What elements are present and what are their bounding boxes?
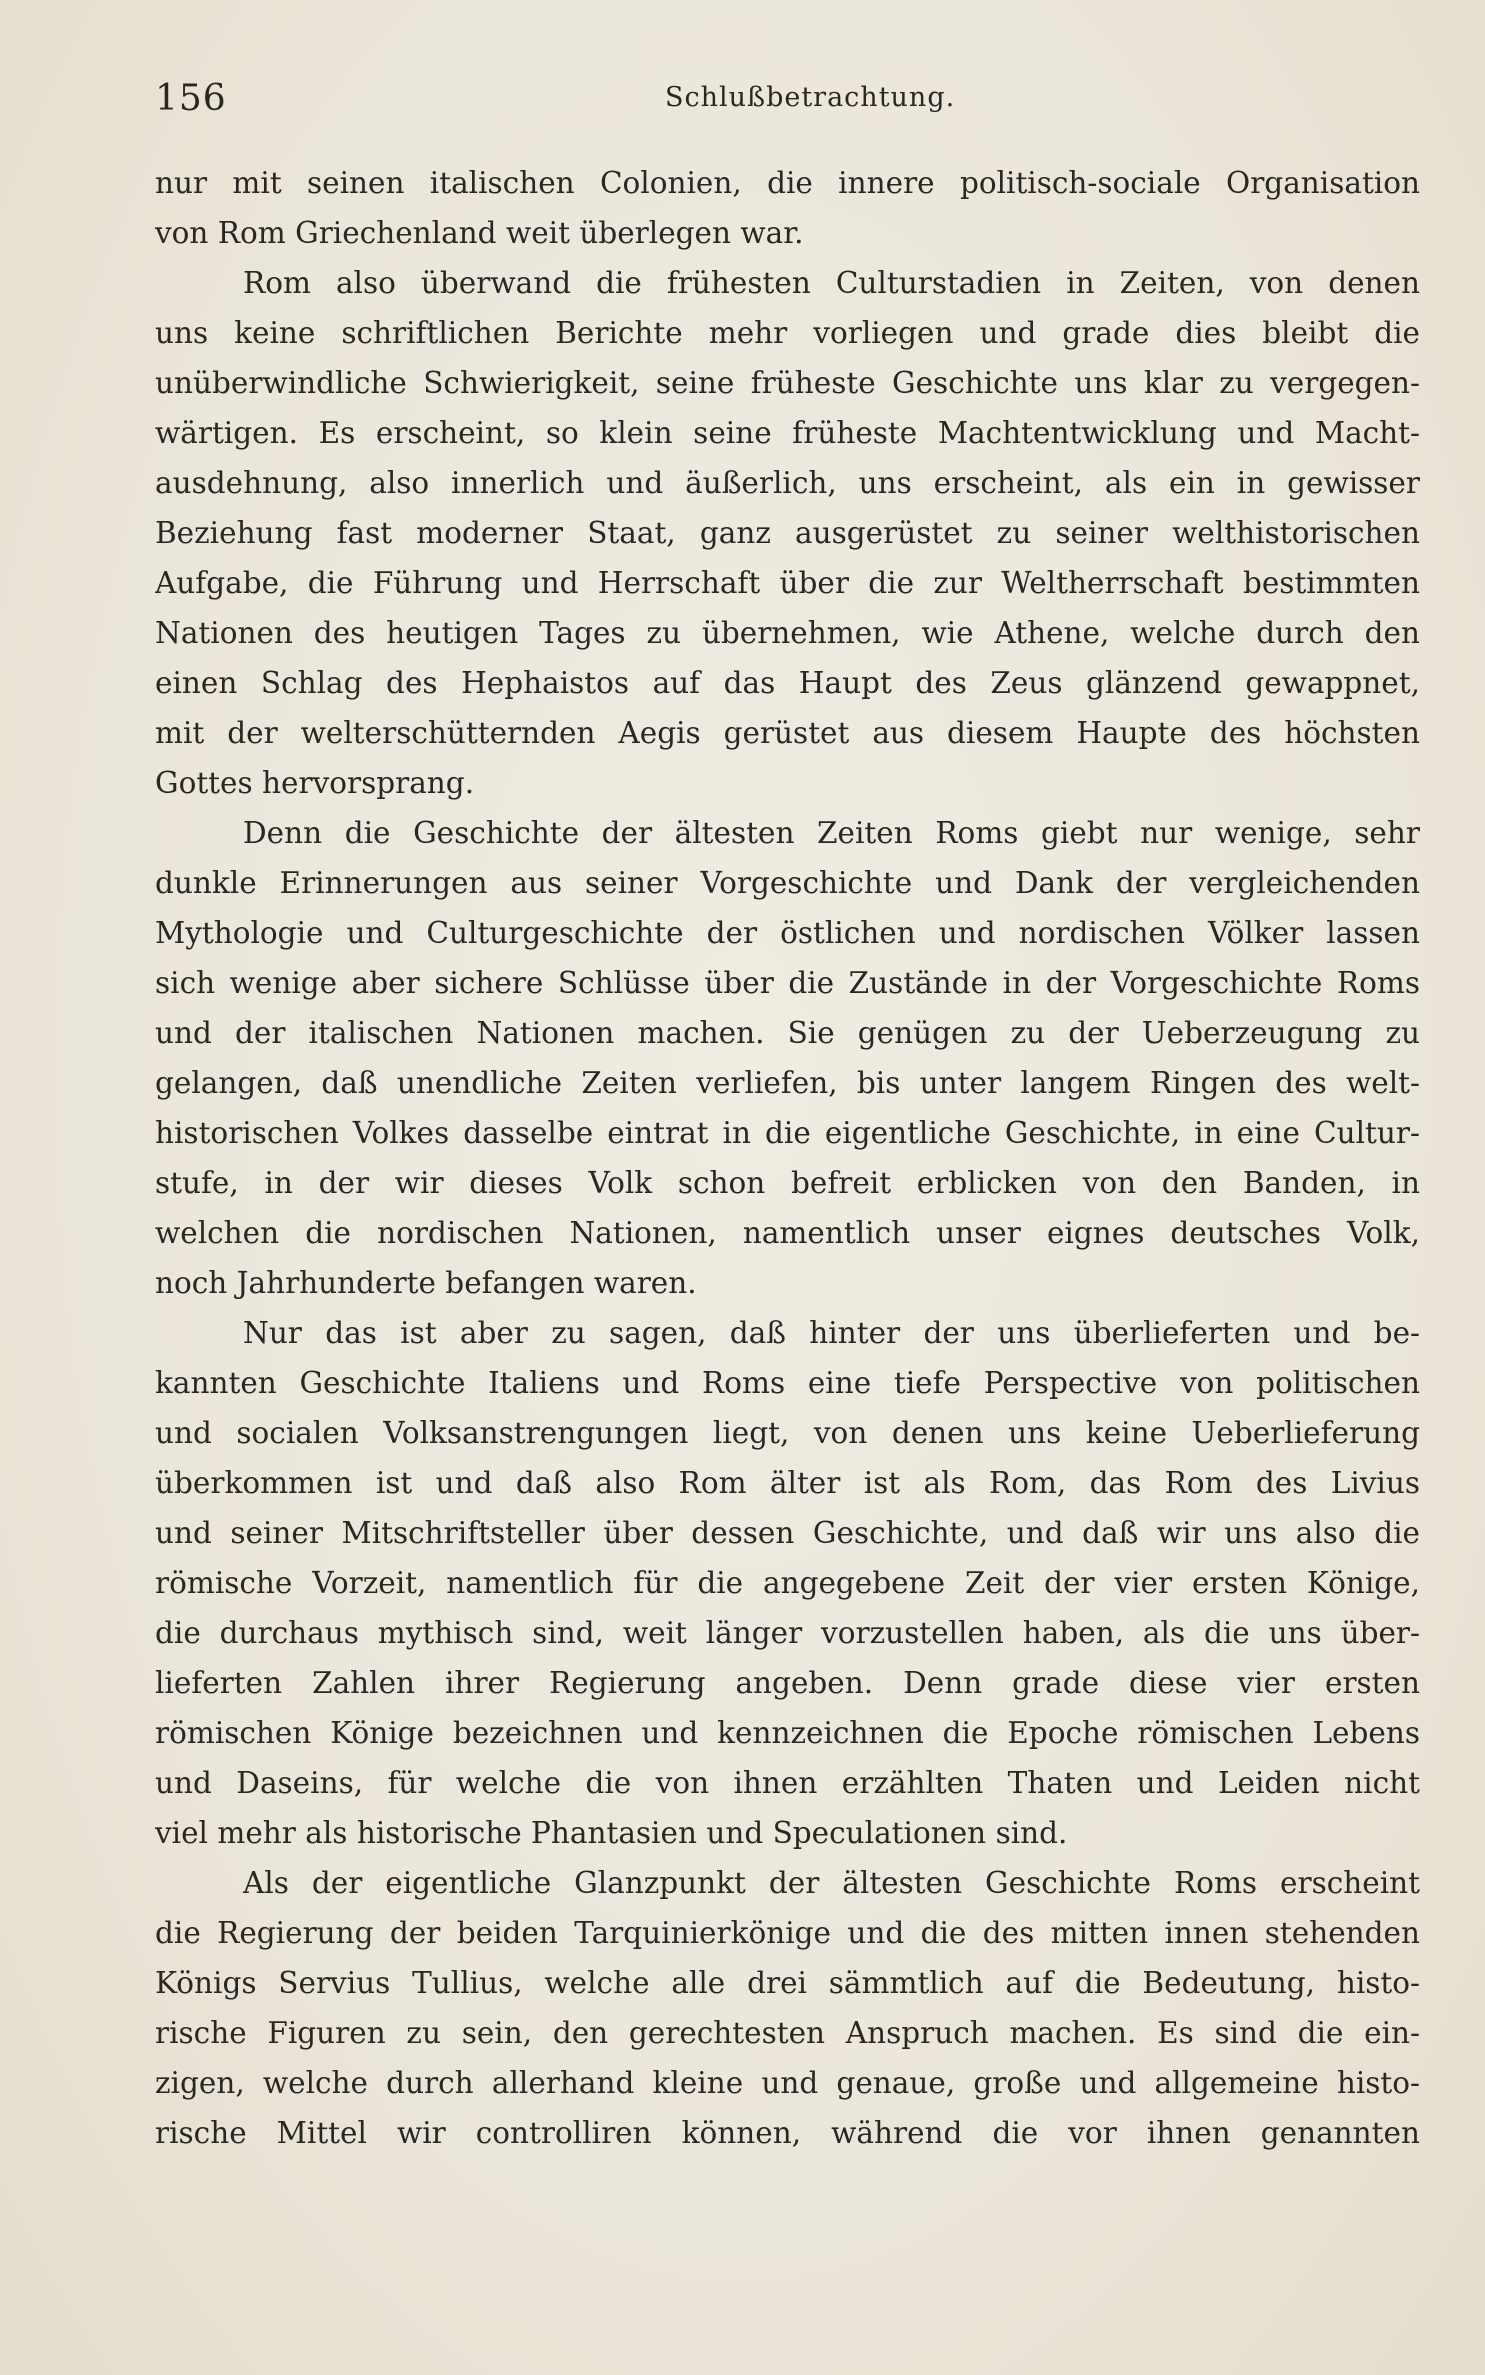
text-line: und seiner Mitschriftsteller über dessen Geschichte, und daß wir uns also die <box>155 1516 1420 1550</box>
text-line: rische Figuren zu sein, den gerechtesten Anspruch machen. Es sind die ein- <box>155 2016 1420 2050</box>
text-line: überkommen ist und daß also Rom älter ist als Rom, das Rom des Livius <box>155 1466 1420 1500</box>
text-line: stufe, in der wir dieses Volk schon befreit erblicken von den Banden, in <box>155 1166 1420 1200</box>
text-line: ausdehnung, also innerlich und äußerlich, uns erscheint, als ein in gewisser <box>155 466 1420 500</box>
page-number: 156 <box>155 78 227 119</box>
text-line: und der italischen Nationen machen. Sie genügen zu der Ueberzeugung zu <box>155 1016 1420 1050</box>
text-line: Beziehung fast moderner Staat, ganz ausgerüstet zu seiner welthistorischen <box>155 516 1420 550</box>
text-line: Nationen des heutigen Tages zu übernehmen, wie Athene, welche durch den <box>155 616 1420 650</box>
text-line: Gottes hervorsprang. <box>155 766 475 800</box>
text-line: Königs Servius Tullius, welche alle drei sämmtlich auf die Bedeutung, histo- <box>155 1966 1420 2000</box>
text-line: Rom also überwand die frühesten Culturstadien in Zeiten, von denen <box>243 266 1420 300</box>
text-line: nur mit seinen italischen Colonien, die innere politisch-sociale Organisation <box>155 166 1420 200</box>
body-text <box>155 158 1420 2158</box>
text-line: zigen, welche durch allerhand kleine und genaue, große und allgemeine histo- <box>155 2066 1420 2100</box>
text-line: Aufgabe, die Führung und Herrschaft über die zur Weltherrschaft bestimmten <box>155 566 1420 600</box>
text-line: die durchaus mythisch sind, weit länger vorzustellen haben, als die uns über- <box>155 1616 1420 1650</box>
text-line: und socialen Volksanstrengungen liegt, von denen uns keine Ueberlieferung <box>155 1416 1420 1450</box>
text-line: historischen Volkes dasselbe eintrat in die eigentliche Geschichte, in eine Cultur- <box>155 1116 1420 1150</box>
text-line: unüberwindliche Schwierigkeit, seine früheste Geschichte uns klar zu vergegen- <box>155 366 1420 400</box>
text-line: kannten Geschichte Italiens und Roms eine tiefe Perspective von politischen <box>155 1366 1420 1400</box>
text-line: gelangen, daß unendliche Zeiten verliefen, bis unter langem Ringen des welt- <box>155 1066 1420 1100</box>
text-line: römischen Könige bezeichnen und kennzeichnen die Epoche römischen Lebens <box>155 1716 1420 1750</box>
text-line: einen Schlag des Hephaistos auf das Haupt des Zeus glänzend gewappnet, <box>155 666 1420 700</box>
text-line: lieferten Zahlen ihrer Regierung angeben. Denn grade diese vier ersten <box>155 1666 1420 1700</box>
text-line: rische Mittel wir controlliren können, während die vor ihnen genannten <box>155 2116 1420 2150</box>
text-line: von Rom Griechenland weit überlegen war. <box>155 216 804 250</box>
text-line: viel mehr als historische Phantasien und Speculationen sind. <box>155 1816 1068 1850</box>
text-line: die Regierung der beiden Tarquinierkönige und die des mitten innen stehenden <box>155 1916 1420 1950</box>
text-line: Nur das ist aber zu sagen, daß hinter der uns überlieferten und be- <box>243 1316 1420 1350</box>
text-line: römische Vorzeit, namentlich für die angegebene Zeit der vier ersten Könige, <box>155 1566 1420 1600</box>
text-line: dunkle Erinnerungen aus seiner Vorgeschichte und Dank der vergleichenden <box>155 866 1420 900</box>
text-line: noch Jahrhunderte befangen waren. <box>155 1266 697 1300</box>
text-line: Als der eigentliche Glanzpunkt der ältesten Geschichte Roms erscheint <box>243 1866 1420 1900</box>
page-header <box>155 78 1420 128</box>
text-line: sich wenige aber sichere Schlüsse über die Zustände in der Vorgeschichte Roms <box>155 966 1420 1000</box>
running-head: Schlußbetrachtung. <box>665 82 956 113</box>
text-line: welchen die nordischen Nationen, namentlich unser eignes deutsches Volk, <box>155 1216 1420 1250</box>
text-line: und Daseins, für welche die von ihnen erzählten Thaten und Leiden nicht <box>155 1766 1420 1800</box>
text-line: mit der welterschütternden Aegis gerüstet aus diesem Haupte des höchsten <box>155 716 1420 750</box>
text-line: wärtigen. Es erscheint, so klein seine früheste Machtentwicklung und Macht- <box>155 416 1420 450</box>
text-line: Mythologie und Culturgeschichte der östlichen und nordischen Völker lassen <box>155 916 1420 950</box>
text-line: uns keine schriftlichen Berichte mehr vorliegen und grade dies bleibt die <box>155 316 1420 350</box>
text-line: Denn die Geschichte der ältesten Zeiten Roms giebt nur wenige, sehr <box>243 816 1420 850</box>
